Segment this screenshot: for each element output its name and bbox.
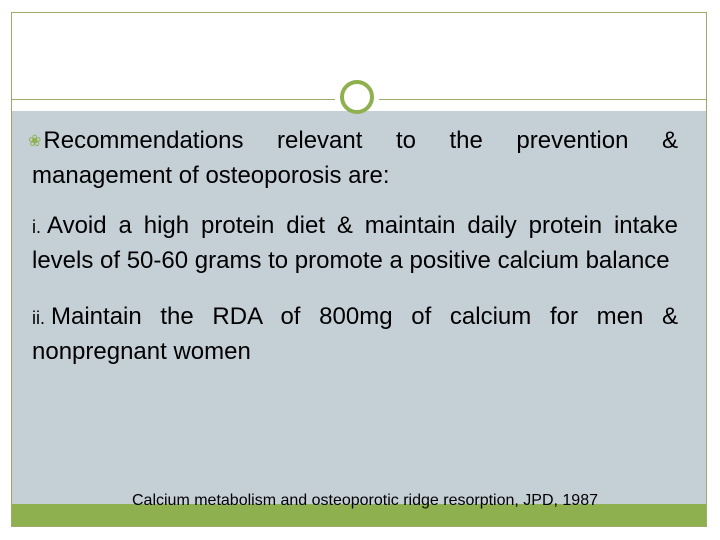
list-item [32,300,678,369]
list-item-marker: i. [32,217,41,237]
intro-paragraph [28,124,678,193]
list-item-marker: ii. [32,308,45,328]
list-item-text: Maintain the RDA of 800mg of calcium for men & nonpregnant women [32,303,678,365]
slide-content [28,124,678,369]
list-item-text: Avoid a high protein diet & maintain daily protein intake levels of 50-60 grams to promote a positive calcium balance [32,212,678,274]
citation-footnote: Calcium metabolism and osteoporotic ridge resorption, JPD, 1987 [131,492,598,509]
intro-text: Recommendations relevant to the prevention & management of osteoporosis are: [32,127,678,189]
list-item [32,209,678,278]
wave-bullet-icon: ❀ [28,133,42,150]
circle-ornament-icon [340,80,374,114]
